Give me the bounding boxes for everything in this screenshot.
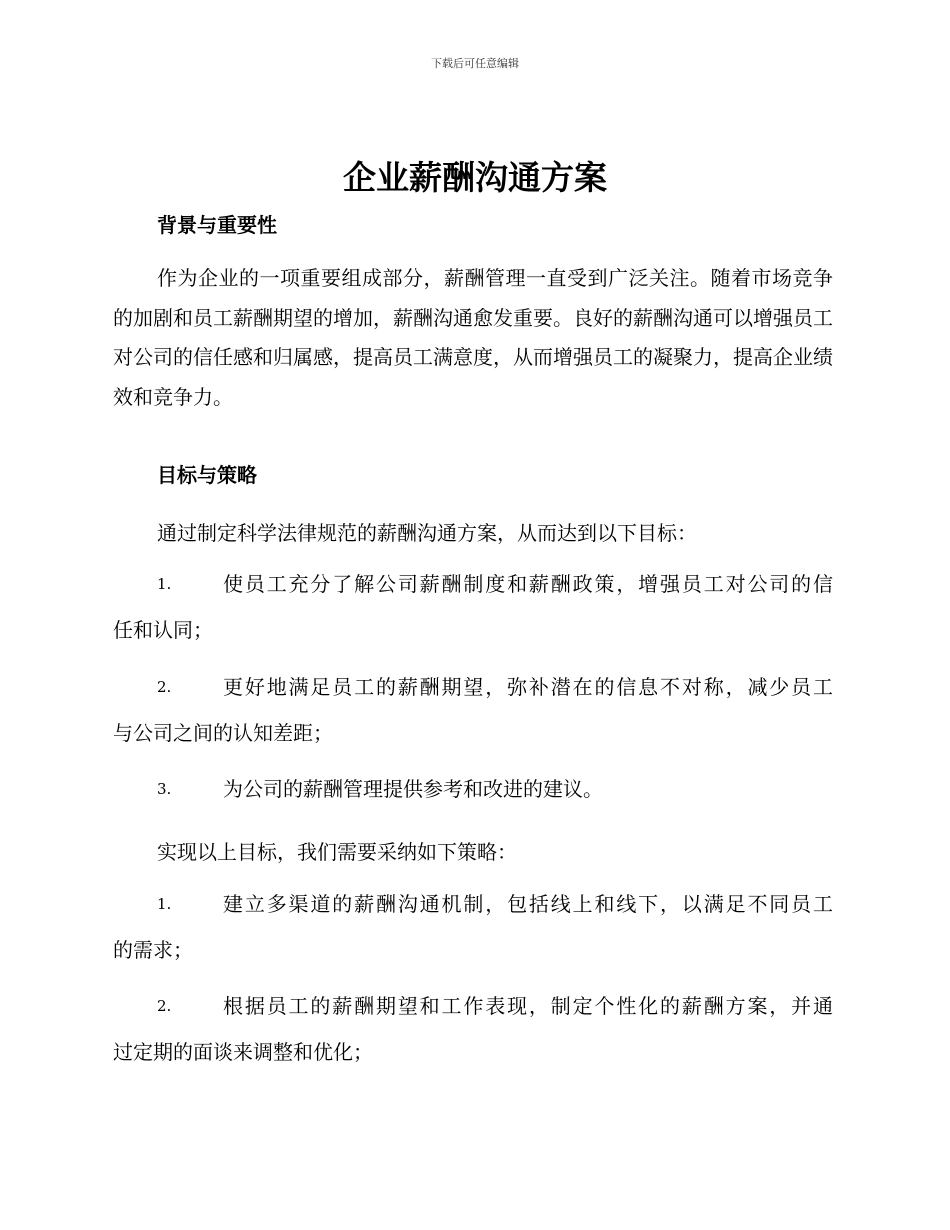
list-item-text: 更好地满足员工的薪酬期望，弥补潜在的信息不对称，减少员工 [223, 675, 833, 699]
list-item-continuation: 过定期的面谈来调整和优化； [113, 1039, 373, 1064]
goals-intro: 通过制定科学法律规范的薪酬沟通方案，从而达到以下目标： [157, 521, 697, 545]
list-item-number: 2. [157, 678, 172, 696]
section-heading-goals: 目标与策略 [157, 463, 257, 487]
list-item-continuation: 与公司之间的认知差距； [113, 720, 333, 745]
list-item-number: 1. [157, 895, 172, 913]
background-paragraph: 作为企业的一项重要组成部分，薪酬管理一直受到广泛关注。随着市场竞争的加剧和员工薪酬期望的增加，薪酬沟通愈发重要。良好的薪酬沟通可以增强员工对公司的信任感和归属感，提高员工满意度，从而增强员工的凝聚力，提高企业绩效和竞争力。 [113, 266, 833, 409]
list-item [113, 882, 833, 973]
list-item-number: 3. [157, 780, 172, 798]
section-heading-background: 背景与重要性 [157, 213, 277, 237]
strategy-intro: 实现以上目标，我们需要采纳如下策略： [157, 840, 517, 864]
list-item-continuation: 的需求； [113, 937, 193, 962]
list-item-number: 2. [157, 997, 172, 1015]
document-title: 企业薪酬沟通方案 [343, 158, 607, 197]
list-item [113, 562, 833, 653]
list-item-text: 建立多渠道的薪酬沟通机制，包括线上和线下，以满足不同员工 [223, 892, 833, 916]
list-item-text: 根据员工的薪酬期望和工作表现，制定个性化的薪酬方案，并通 [223, 994, 833, 1018]
page-header: 下载后可任意编辑 [431, 57, 519, 70]
list-item [113, 984, 833, 1075]
list-item-continuation: 任和认同； [113, 617, 213, 642]
list-item-text: 为公司的薪酬管理提供参考和改进的建议。 [223, 777, 603, 801]
list-item-number: 1. [157, 575, 172, 593]
list-item [113, 665, 833, 756]
list-item [113, 767, 833, 813]
list-item-text: 使员工充分了解公司薪酬制度和薪酬政策，增强员工对公司的信 [223, 572, 833, 596]
